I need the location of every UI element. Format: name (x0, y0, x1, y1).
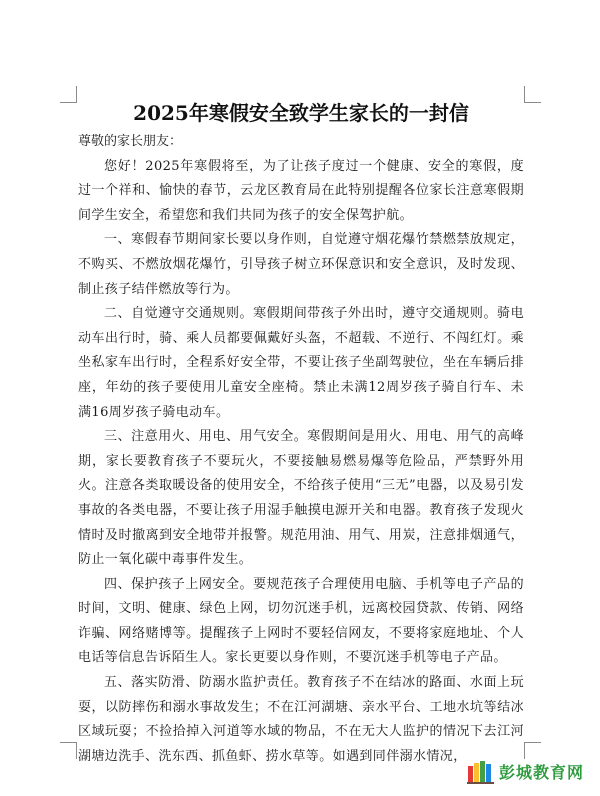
salutation: 尊敬的家长朋友： (78, 134, 183, 149)
crop-mark-top-left (60, 86, 77, 103)
paragraph-traffic: 二、自觉遵守交通规则。寒假期间带孩子外出时，遵守交通规则。骑电动车出行时，骑、乘人员都要佩戴好头盔，不超载、不逆行、不闯红灯。乘坐私家车出行时，全程系好安全带，不要让孩子坐副驾驶位，坐在车辆后排座，年幼的孩子要使用儿童安全座椅。禁止未满12周岁孩子骑自行车、未满16周岁孩子骑电动车。 (78, 306, 524, 420)
crop-mark-bottom-left (60, 742, 77, 759)
watermark-logo (467, 756, 584, 786)
paragraph-fire-electric-gas: 三、注意用火、用电、用气安全。寒假期间是用火、用电、用气的高峰期，家长要教育孩子不要玩火，不要接触易燃易爆等危险品，严禁野外用火。注意各类取暖设备的使用安全，不给孩子使用“三无”电器，以及易引发事故的各类电器，不要让孩子用湿手触摸电源开关和电器。教育孩子发现火情时及时撤离到安全地带并报警。规范用油、用气、用炭，注意排烟通气，防止一氧化碳中毒事件发生。 (78, 429, 524, 568)
document-body (78, 96, 524, 769)
paragraph-internet-safety: 四、保护孩子上网安全。要规范孩子合理使用电脑、手机等电子产品的时间，文明、健康、绿色上网，切勿沉迷手机，远离校园贷款、传销、网络诈骗、网络赌博等。提醒孩子上网时不要轻信网友，不要将家庭地址、个人电话等信息告诉陌生人。家长更要以身作则，不要沉迷手机等电子产品。 (78, 576, 524, 666)
books-logo-icon (467, 758, 495, 784)
document-title: 2025年寒假安全致学生家长的一封信 (133, 101, 469, 125)
watermark-text: 彭城教育网 (498, 762, 584, 782)
paragraph-greeting: 您好！2025年寒假将至，为了让孩子度过一个健康、安全的寒假，度过一个祥和、愉快的春节，云龙区教育局在此特别提醒各位家长注意寒假期间学生安全，希望您和我们共同为孩子的安全保驾护航。 (78, 158, 524, 223)
crop-mark-top-right (524, 86, 541, 103)
paragraph-drowning-prevention: 五、落实防滑、防溺水监护责任。教育孩子不在结冰的路面、水面上玩耍，以防摔伤和溺水事故发生；不在江河湖塘、亲水平台、工地水坑等结冰区域玩耍；不捡拾掉入河道等水域的物品，不在无大人监护的情况下去江河湖塘边洗手、洗东西、抓鱼虾、捞水草等。如遇到同伴溺水情况， (78, 675, 524, 764)
paragraph-fireworks: 一、寒假春节期间家长要以身作则，自觉遵守烟花爆竹禁燃禁放规定，不购买、不燃放烟花爆竹，引导孩子树立环保意识和安全意识，及时发现、制止孩子结伴燃放等行为。 (78, 232, 524, 297)
